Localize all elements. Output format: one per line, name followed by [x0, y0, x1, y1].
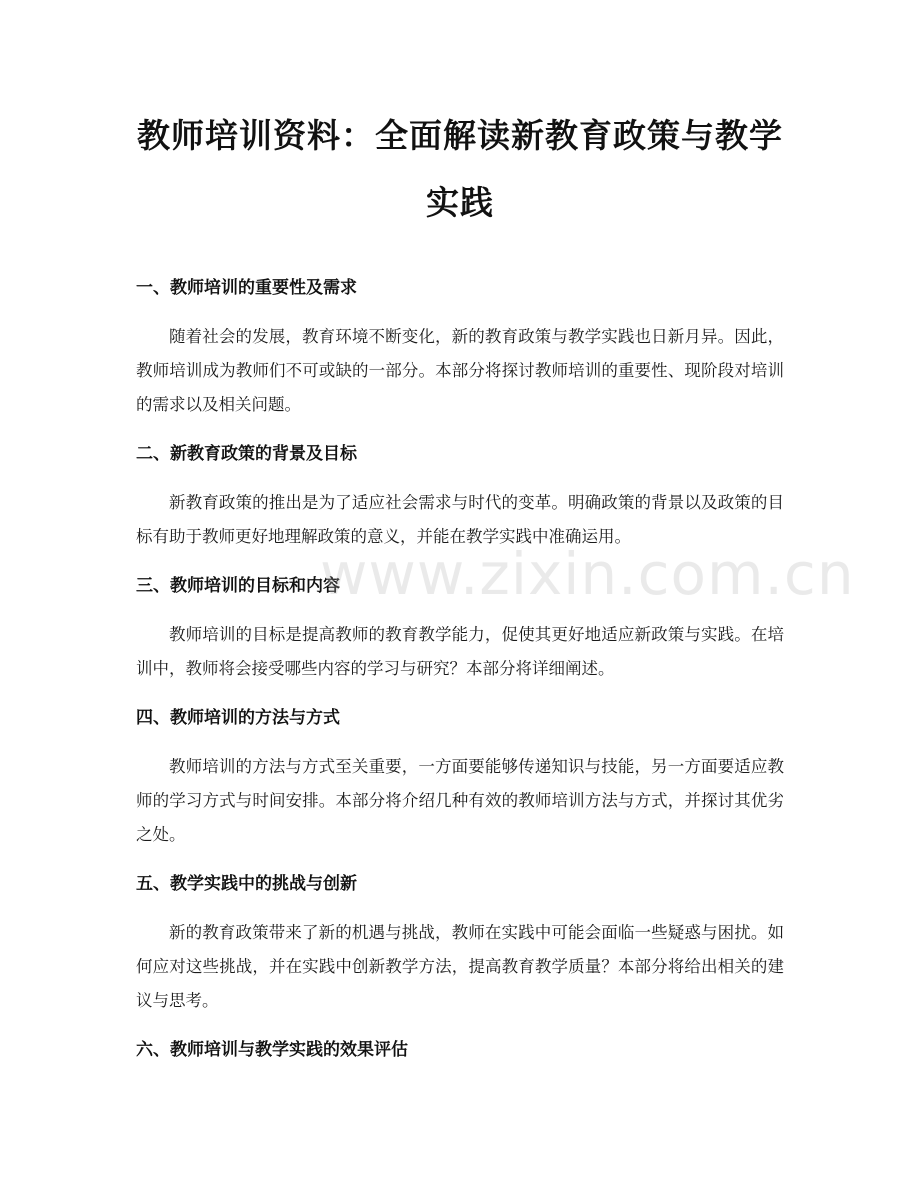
section-heading: 四、教师培训的方法与方式: [136, 708, 340, 728]
section-heading: 六、教师培训与教学实践的效果评估: [136, 1040, 408, 1060]
section-heading: 一、教师培训的重要性及需求: [136, 278, 357, 298]
document-title: 教师培训资料：全面解读新教育政策与教学实践: [137, 116, 783, 222]
section-policy-background: [136, 442, 784, 554]
section-paragraph: 新教育政策的推出是为了适应社会需求与时代的变革。明确政策的背景以及政策的目标有助于教师更好地理解政策的意义，并能在教学实践中准确运用。: [136, 493, 784, 546]
section-methods: [136, 706, 784, 852]
section-goals-content: [136, 574, 784, 686]
watermark-text: www.zixin.com.cn: [320, 540, 855, 608]
section-heading: 五、教学实践中的挑战与创新: [136, 874, 357, 894]
section-paragraph: 随着社会的发展，教育环境不断变化，新的教育政策与教学实践也日新月异。因此，教师培训成为教师们不可或缺的一部分。本部分将探讨教师培训的重要性、现阶段对培训的需求以及相关问题。: [136, 327, 784, 414]
section-paragraph: 教师培训的方法与方式至关重要，一方面要能够传递知识与技能，另一方面要适应教师的学习方式与时间安排。本部分将介绍几种有效的教师培训方法与方式，并探讨其优劣之处。: [136, 757, 784, 844]
section-paragraph: 新的教育政策带来了新的机遇与挑战，教师在实践中可能会面临一些疑惑与困扰。如何应对这些挑战，并在实践中创新教学方法，提高教育教学质量？本部分将给出相关的建议与思考。: [136, 923, 784, 1010]
section-challenges: [136, 872, 784, 1018]
section-heading: 三、教师培训的目标和内容: [136, 576, 340, 596]
section-heading: 二、新教育政策的背景及目标: [136, 444, 357, 464]
section-paragraph: 教师培训的目标是提高教师的教育教学能力，促使其更好地适应新政策与实践。在培训中，教师将会接受哪些内容的学习与研究？本部分将详细阐述。: [136, 625, 784, 678]
section-evaluation: [136, 1038, 784, 1062]
section-importance: [136, 276, 784, 422]
